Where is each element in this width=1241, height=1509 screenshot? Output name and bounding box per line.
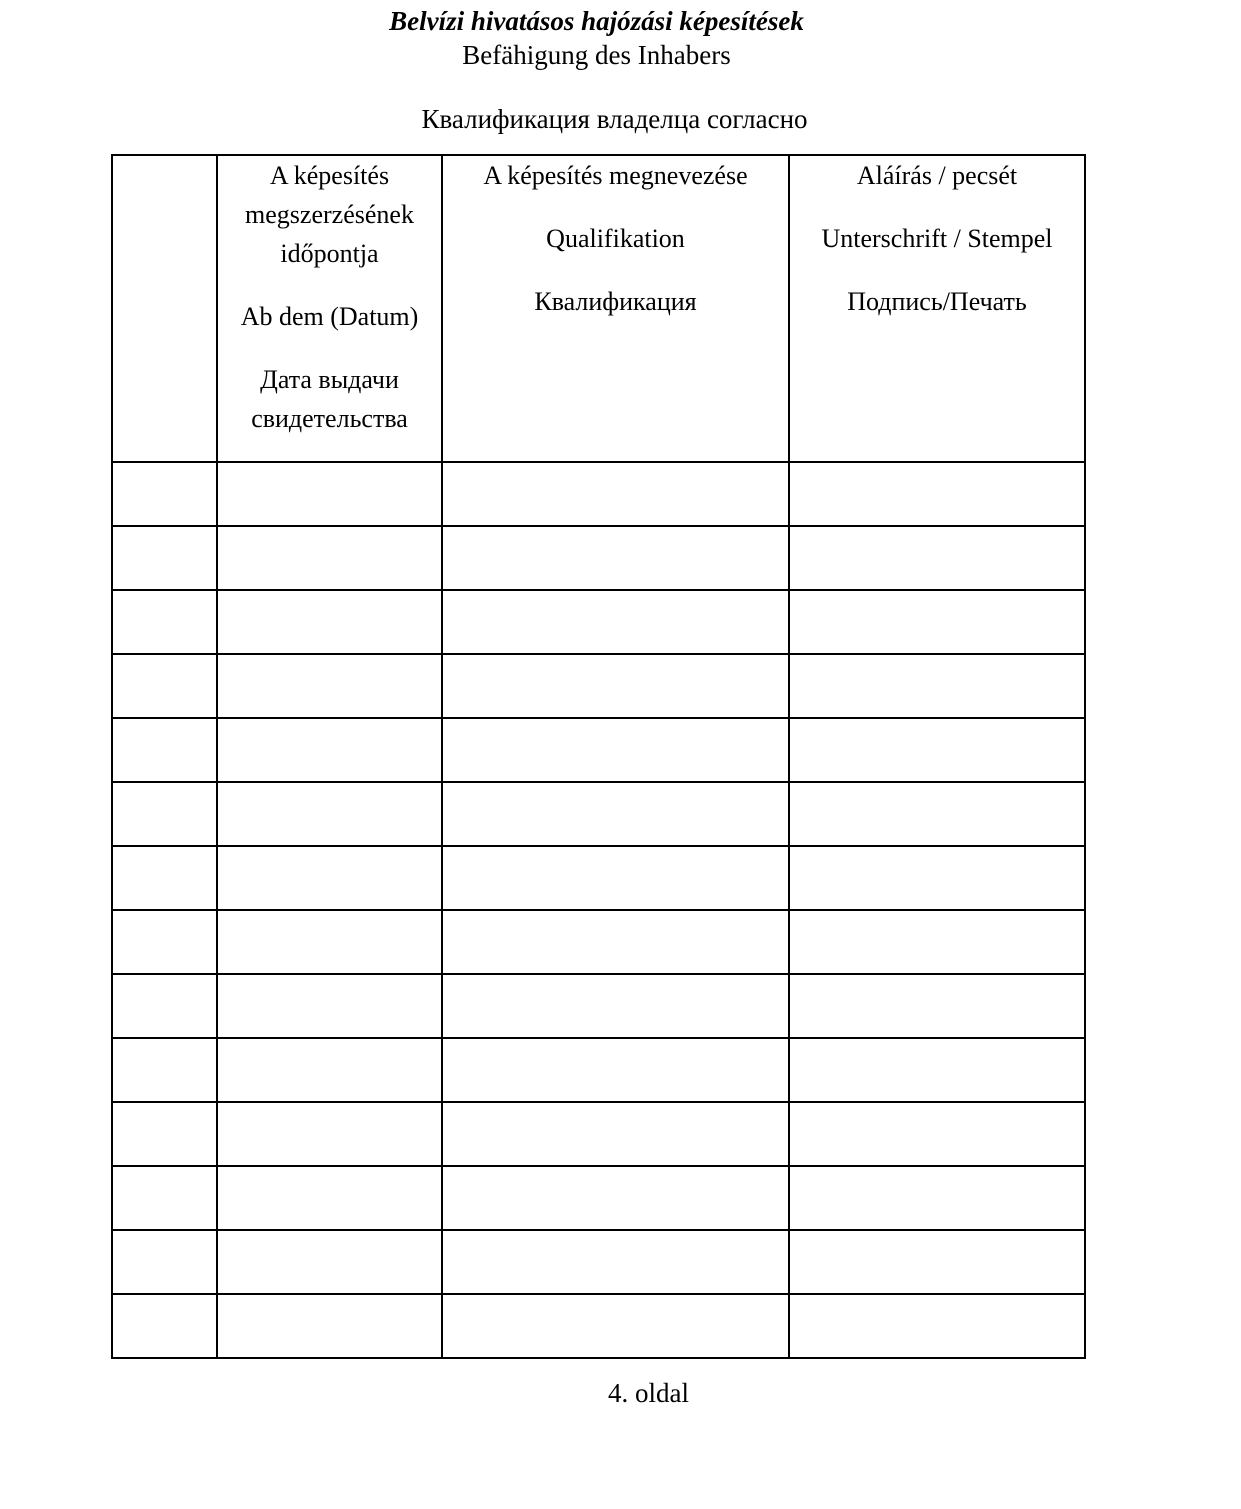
header-date-hu: A képesítés megszerzésének időpontja — [245, 161, 414, 268]
table-row — [112, 1102, 1085, 1166]
cell-signature[interactable] — [789, 910, 1085, 974]
cell-number[interactable] — [112, 590, 217, 654]
cell-number[interactable] — [112, 974, 217, 1038]
cell-date[interactable] — [217, 1230, 442, 1294]
header-qualification-de: Qualifikation — [546, 224, 685, 253]
table-row — [112, 654, 1085, 718]
cell-date[interactable] — [217, 654, 442, 718]
cell-qualification[interactable] — [442, 910, 789, 974]
cell-date[interactable] — [217, 462, 442, 526]
cell-qualification[interactable] — [442, 462, 789, 526]
cell-date[interactable] — [217, 1166, 442, 1230]
cell-qualification[interactable] — [442, 1102, 789, 1166]
table-row — [112, 462, 1085, 526]
header-signature-ru: Подпись/Печать — [847, 287, 1027, 316]
cell-number[interactable] — [112, 782, 217, 846]
cell-date[interactable] — [217, 910, 442, 974]
cell-signature[interactable] — [789, 590, 1085, 654]
cell-qualification[interactable] — [442, 1294, 789, 1358]
table-row — [112, 1294, 1085, 1358]
cell-number[interactable] — [112, 1230, 217, 1294]
cell-signature[interactable] — [789, 718, 1085, 782]
cell-qualification[interactable] — [442, 846, 789, 910]
cell-number[interactable] — [112, 462, 217, 526]
cell-qualification[interactable] — [442, 1230, 789, 1294]
table-row — [112, 1230, 1085, 1294]
cell-date[interactable] — [217, 1102, 442, 1166]
title-hungarian: Belvízi hivatásos hajózási képesítések — [389, 6, 804, 36]
cell-qualification[interactable] — [442, 974, 789, 1038]
cell-date[interactable] — [217, 526, 442, 590]
cell-qualification[interactable] — [442, 718, 789, 782]
cell-qualification[interactable] — [442, 782, 789, 846]
cell-number[interactable] — [112, 1038, 217, 1102]
header-date — [217, 155, 442, 462]
cell-qualification[interactable] — [442, 654, 789, 718]
header-signature-hu: Aláírás / pecsét — [856, 161, 1018, 190]
cell-number[interactable] — [112, 654, 217, 718]
cell-date[interactable] — [217, 846, 442, 910]
header-qualification — [442, 155, 789, 462]
cell-number[interactable] — [112, 1294, 217, 1358]
header-qualification-hu: A képesítés megnevezése — [483, 161, 748, 190]
cell-date[interactable] — [217, 1294, 442, 1358]
table-row — [112, 846, 1085, 910]
cell-qualification[interactable] — [442, 526, 789, 590]
cell-number[interactable] — [112, 910, 217, 974]
table-row — [112, 1038, 1085, 1102]
table-row — [112, 590, 1085, 654]
table-header-row — [112, 155, 1085, 462]
table-row — [112, 782, 1085, 846]
cell-qualification[interactable] — [442, 1038, 789, 1102]
table-row — [112, 974, 1085, 1038]
cell-number[interactable] — [112, 846, 217, 910]
cell-signature[interactable] — [789, 974, 1085, 1038]
cell-signature[interactable] — [789, 1038, 1085, 1102]
header-qualification-ru: Квалификация — [534, 287, 697, 316]
cell-number[interactable] — [112, 718, 217, 782]
header-signature — [789, 155, 1085, 462]
qualifications-table — [111, 154, 1086, 1359]
table-body — [112, 462, 1085, 1358]
cell-number[interactable] — [112, 1166, 217, 1230]
cell-signature[interactable] — [789, 462, 1085, 526]
table-row — [112, 910, 1085, 974]
table-row — [112, 718, 1085, 782]
cell-signature[interactable] — [789, 1294, 1085, 1358]
cell-date[interactable] — [217, 974, 442, 1038]
cell-number[interactable] — [112, 526, 217, 590]
header-date-de: Ab dem (Datum) — [240, 302, 419, 331]
table-row — [112, 1166, 1085, 1230]
cell-qualification[interactable] — [442, 590, 789, 654]
cell-signature[interactable] — [789, 654, 1085, 718]
cell-signature[interactable] — [789, 1166, 1085, 1230]
cell-qualification[interactable] — [442, 1166, 789, 1230]
cell-date[interactable] — [217, 782, 442, 846]
cell-date[interactable] — [217, 1038, 442, 1102]
cell-number[interactable] — [112, 1102, 217, 1166]
cell-date[interactable] — [217, 718, 442, 782]
title-russian: Квалификация владелца согласно — [421, 104, 808, 134]
cell-signature[interactable] — [789, 782, 1085, 846]
page-number: 4. oldal — [608, 1378, 689, 1408]
header-number — [112, 155, 217, 462]
table-row — [112, 526, 1085, 590]
header-date-ru: Дата выдачи свидетельства — [251, 365, 408, 433]
cell-signature[interactable] — [789, 1230, 1085, 1294]
cell-signature[interactable] — [789, 1102, 1085, 1166]
cell-signature[interactable] — [789, 846, 1085, 910]
header-signature-de: Unterschrift / Stempel — [821, 224, 1053, 253]
cell-date[interactable] — [217, 590, 442, 654]
title-german: Befähigung des Inhabers — [462, 40, 731, 70]
cell-signature[interactable] — [789, 526, 1085, 590]
